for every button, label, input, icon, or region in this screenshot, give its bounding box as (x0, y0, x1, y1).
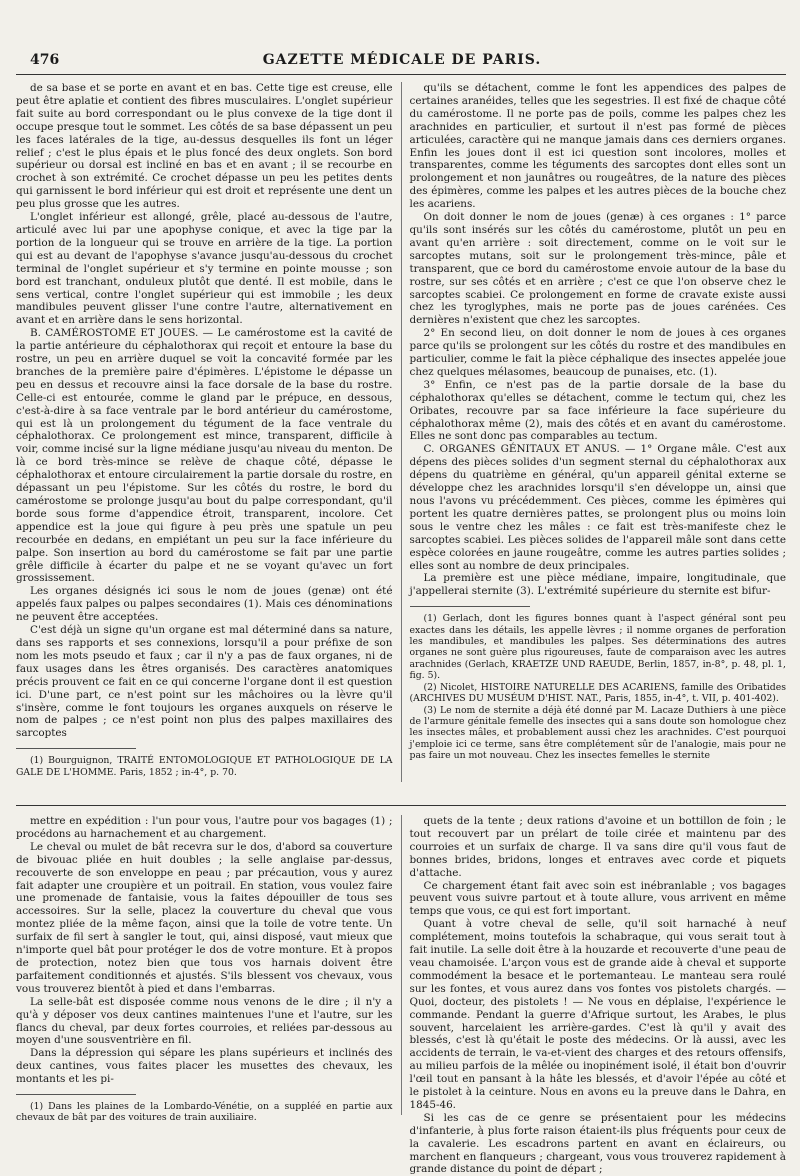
top-right-column (410, 82, 787, 782)
footnote-separator (410, 606, 530, 607)
body-paragraph: Si les cas de ce genre se présentaient pour les médecins d'infanterie, à plus forte raison étaient-ils plus fréquents pour ceux de la cavalerie. Les escadrons partent en avant en éclaireurs, ou marchent en flanqueurs ; chargeant, vous vous trouverez rapidement à grande distance du point de départ ; (409, 1111, 786, 1176)
top-article (16, 82, 786, 782)
footnote: (3) Le nom de sternite a déjà été donné par M. Lacaze Duthiers à une pièce de l'armure génitale femelle des insectes qui a sans doute son homologue chez les insectes mâles, et probablement aussi chez les arachnides. C'est pourquoi j'emploie ici ce terme, sans être complétement sûr de l'analogie, mais pour ne pas faire un mot nouveau. Chez les insectes femelles le sternite (409, 704, 786, 762)
body-paragraph: La selle-bât est disposée comme nous venons de le dire ; il n'y a qu'à y déposer vos deux cantines maintenues l'une et l'autre, sur les flancs du cheval, par deux fortes courroies, et reliées par-dessous au moyen d'une sousventrière en fil. (16, 995, 393, 1047)
footnote-separator (16, 748, 136, 749)
header-rule (16, 74, 786, 75)
body-paragraph: Quant à votre cheval de selle, qu'il soit harnaché à neuf complétement, moins toutefois la schabraque, qui vous serait tout à fait inutile. La selle doit être à la houzarde et recouverte d'une peau de veau chamoisée. L'arçon vous est de grande aide à cheval et supporte commodément la besace et le portemanteau. Le manteau sera roulé sur les fontes, et vous aurez dans vos fontes vos pistolets chargés. — Quoi, docteur, des pistolets ! — Ne vous en déplaise, l'expérience le commande. Pendant la guerre d'Afrique surtout, les Arabes, le plus souvent, harcelaient les arrière-gardes. C'est là qu'il y avait des blessés, c'est là qu'était le poste des médecins. Or là aussi, avec les accidents de terrain, le va-et-vient des charges et des retours offensifs, au milieu parfois de la mêlée ou inopinément isolé, il était bon d'ouvrir l'œil tout en pansant à la hâte les blessés, et d'avoir l'épée au côté et le pistolet à la ceinture. Nous en avons eu la preuve dans le Dahra, en 1845-46. (409, 918, 787, 1111)
body-paragraph: C'est déjà un signe qu'un organe est mal déterminé dans sa nature, dans ses rapports et ses connexions, lorsqu'il a pour préfixe de son nom les mots pseudo et faux ; car il n'y a pas de faux organes, ni de faux usages dans les êtres organisés. Des caractères anatomiques précis prouvent ce fait en ce qui concerne l'organe dont il est question ici. D'une part, ce n'est point sur les mâchoires ou la lèvre qu'il s'insère, comme le font toujours les organes auxquels on réserve le nom de palpes ; ce n'est point non plus des palpes maxillaires des sarcoptes (16, 624, 393, 740)
body-paragraph: 2° En second lieu, on doit donner le nom de joues à ces organes parce qu'ils se prolongent sur les côtés du rostre et des mandibules en particulier, comme le fait la pièce céphalique des insectes appelée joue chez quelques mélasomes, beaucoup de punaises, etc. (1). (409, 327, 786, 378)
body-paragraph: C. ORGANES GÉNITAUX ET ANUS. — 1° Organe mâle. C'est aux dépens des pièces solides d'un segment sternal du céphalothorax aux dépens du quatrième en général, qu'un appareil génital externe se développe chez les arachnides lorsqu'il s'en développe un, ainsi que nous l'avons vu précédemment. Ces pièces, comme les épimères qui portent les quatre dernières pattes, se prolongent plus ou moins loin sous le ventre chez les mâles : ce fait est très-manifeste chez le sarcoptes scabiei. Les pièces solides de l'appareil mâle sont dans cette espèce colorées en jaune rougeâtre, comme les autres parties solides ; elles sont au nombre de deux principales. (409, 443, 786, 572)
top-left-column (16, 82, 393, 782)
bottom-article (16, 815, 787, 1176)
section-divider (16, 805, 786, 806)
footnote: (1) Bourguignon, TRAITÉ ENTOMOLOGIQUE ET PATHOLOGIQUE DE LA GALE DE L'HOMME. Paris, 1852 ; in-4°, p. 70. (16, 755, 393, 778)
body-paragraph: On doit donner le nom de joues (genæ) à ces organes : 1° parce qu'ils sont insérés sur les côtés du camérostome, plutôt un peu en avant qu'en arrière : soit directement, comme on le voit sur le sarcoptes mutans, soit sur le prolongement très-mince, pâle et transparent, que ce bord du camérostome envoie autour de la base du rostre, sur ses côtés et en arrière ; c'est ce que l'on observe chez le sarcoptes scabiei. Ce prolongement en forme de cravate existe aussi chez les tyroglyphes, mais ne porte pas de joues carénées. Ces dernières n'existent que chez les sarcoptes. (409, 211, 786, 327)
body-paragraph: La première est une pièce médiane, impaire, longitudinale, que j'appellerai sternite (3). L'extrémité supérieure du sternite est bifur- (409, 572, 786, 598)
column-divider (401, 82, 402, 782)
footnote-separator (16, 1094, 136, 1095)
column-divider (401, 815, 402, 1115)
body-paragraph: Les organes désignés ici sous le nom de joues (genæ) ont été appelés faux palpes ou palpes secondaires (1). Mais ces dénominations ne peuvent être acceptées. (16, 585, 393, 624)
body-paragraph: mettre en expédition : l'un pour vous, l'autre pour vos bagages (1) ; procédons au harnachement et au chargement. (16, 815, 393, 840)
body-paragraph: 3° Enfin, ce n'est pas de la partie dorsale de la base du céphalothorax qu'elles se détachent, comme le tectum qui, chez les Oribates, recouvre par sa face inférieure la face supérieure du céphalothorax même (2), mais des côtés et en avant du camérostome. Elles ne sont donc pas comparables au tectum. (409, 378, 786, 443)
running-title: GAZETTE MÉDICALE DE PARIS. (262, 52, 542, 68)
page-number: 476 (30, 52, 60, 68)
body-paragraph: B. CAMÉROSTOME ET JOUES. — Le camérostome est la cavité de la partie antérieure du céphalothorax qui reçoit et entoure la base du rostre, un peu en arrière duquel se voit la concavité formée par les branches de la première paire d'épimères. L'épistome le dépasse un peu en dessus et recouvre ainsi la face dorsale de la base du rostre. Celle-ci est entourée, comme le gland par le prépuce, en dessous, c'est-à-dire à sa face ventrale par le bord antérieur du camérostome, qui est là un prolongement du tégument de la face ventrale du céphalothorax. Ce prolongement est mince, transparent, difficile à voir, comme incisé sur la ligne médiane jusqu'au niveau du menton. De là ce bord très-mince se relève de chaque côté, dépasse le céphalothorax et entoure circulairement la partie dorsale du rostre, en dépassant un peu l'épistome. Sur les côtés du rostre, le bord du camérostome se prolonge jusqu'au bout du palpe correspondant, qu'il borde sous forme d'appendice étroit, transparent, incolore. Cet appendice est la joue qui figure à peu près une spatule un peu recourbée en dedans, en empiétant un peu sur la face inférieure du palpe. Son insertion au bord du camérostome se fait par une partie grêle difficile à écarter du palpe et ne se voyant qu'avec un fort grossissement. (16, 327, 393, 585)
footnote: (1) Gerlach, dont les figures bonnes quant à l'aspect général sont peu exactes dans les détails, les appelle lèvres ; il nomme organes de perforation les mandibules, et mandibules les palpes. Ses déterminations des autres organes ne sont guère plus rigoureuses, faute de comparaison avec les autres arachnides (Gerlach, KRAETZE UND RAEUDE, Berlin, 1857, in-8°, p. 48, pl. 1, fig. 5). (409, 613, 786, 682)
body-paragraph: quets de la tente ; deux rations d'avoine et un bottillon de foin ; le tout recouvert par un prélart de toile cirée et maintenu par des courroies et un surfaix de charge. Il va sans dire qu'il vous faut de bonnes brides, bridons, longes et entraves avec corde et piquets d'attache. (409, 815, 786, 879)
footnote: (1) Dans les plaines de la Lombardo-Vénétie, on a suppléé en partie aux chevaux de bât par des voitures de train auxiliaire. (16, 1101, 393, 1124)
body-paragraph: Ce chargement étant fait avec soin est inébranlable ; vos bagages peuvent vous suivre partout et à toute allure, vous arrivent en même temps que vous, ce qui est fort important. (409, 879, 786, 918)
bottom-left-column (16, 815, 393, 1124)
footnote: (2) Nicolet, HISTOIRE NATURELLE DES ACARIENS, famille des Oribatides (ARCHIVES DU MUSÉUM D'HIST. NAT., Paris, 1855, in-4°, t. VII, p. 401-402). (409, 681, 786, 705)
body-paragraph: Dans la dépression qui sépare les plans supérieurs et inclinés des deux cantines, vous faites placer les musettes des chevaux, les montants et les pi- (16, 1047, 393, 1086)
body-paragraph: Le cheval ou mulet de bât recevra sur le dos, d'abord sa couverture de bivouac pliée en huit doubles ; la selle anglaise par-dessus, recouverte de son enveloppe en peau ; par précaution, vous y aurez fait adapter une croupière et un poitrail. En station, vous voulez faire une promenade de fantaisie, vous la faites dépouiller de tous ses accessoires. Sur la selle, placez la couverture du cheval que vous montez pliée de la même façon, ainsi que la toile de votre tente. Un surfaix de fil sert à sangler le tout, qui, ainsi disposé, vaut mieux que n'importe quel bât pour protéger le dos de votre monture. Et à propos de protection, notez bien que tous vos harnais doivent être parfaitement conditionnés et ajustés. S'ils blessent vos chevaux, vous vous trouverez bientôt à pied et dans l'embarras. (16, 840, 393, 995)
bottom-right-column (409, 815, 787, 1176)
body-paragraph: de sa base et se porte en avant et en bas. Cette tige est creuse, elle peut être aplatie et contient des fibres musculaires. L'onglet supérieur fait suite au bord correspondant ou le plus convexe de la tige dont il occupe presque tout le sommet. Les côtés de sa base dépassent un peu les faces latérales de la tige, au-dessus desquelles ils font un léger relief ; c'est le plus épais et le plus foncé des deux onglets. Son bord supérieur ou dorsal est incliné en bas et en avant ; il se recourbe en crochet à son extrémité. Ce crochet dépasse un peu les petites dents qui garnissent le bord inférieur qui est droit et représente une dent un peu plus grosse que les autres. (16, 82, 393, 211)
body-paragraph: qu'ils se détachent, comme le font les appendices des palpes de certaines aranéides, telles que les segestries. Il est fixé de chaque côté du camérostome. Il ne porte pas de poils, comme les palpes chez les arachnides en particulier, et surtout il n'est pas formé de pièces articulées, caractère qui ne manque jamais dans ces derniers organes. Enfin les joues dont il est ici question sont incolores, molles et transparentes, comme les téguments des sarcoptes dont elles sont un prolongement et non jaunâtres ou rougeâtres, de la nature des pièces des épimères, comme les palpes et les autres pièces de la bouche chez les acariens. (409, 82, 786, 211)
body-paragraph: L'onglet inférieur est allongé, grêle, placé au-dessous de l'autre, articulé avec lui par une apophyse conique, et avec la tige par la portion de la longueur qui se trouve en arrière de la tige. La portion qui est au devant de l'apophyse s'avance jusqu'au-dessous du crochet terminal de l'onglet supérieur et s'y termine en pointe mousse ; son bord est tranchant, onduleux plutôt que denté. Il est mobile, dans le sens vertical, contre l'onglet supérieur qui est immobile ; les deux mandibules peuvent glisser l'une contre l'autre, alternativement en avant et en arrière dans le sens horizontal. (16, 211, 393, 327)
page-header (16, 0, 788, 68)
